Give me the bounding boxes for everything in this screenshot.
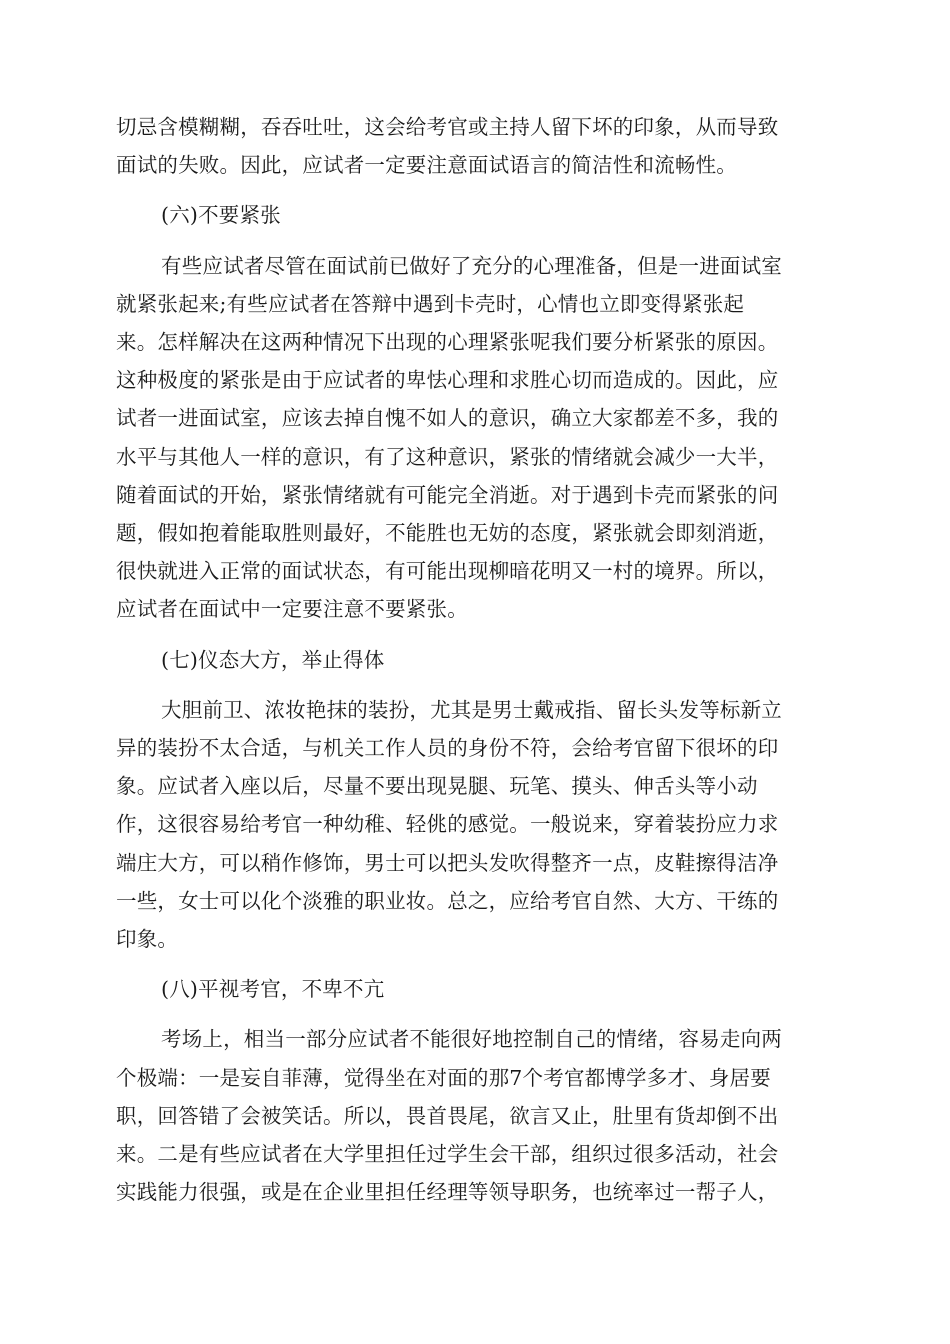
text-line: 象。应试者入座以后，尽量不要出现晃腿、玩笔、摸头、伸舌头等小动 xyxy=(116,774,758,799)
text-line: 就紧张起来;有些应试者在答辩中遇到卡壳时，心情也立即变得紧张起 xyxy=(116,291,745,316)
paragraph-dont-be-nervous xyxy=(116,247,832,629)
section-heading-8: (八)平视考官，不卑不亢 xyxy=(161,977,385,1002)
text-line: 异的装扮不太合适，与机关工作人员的身份不符，会给考官留下很坏的印 xyxy=(116,736,779,761)
text-line: 来。怎样解决在这两种情况下出现的心理紧张呢我们要分析紧张的原因。 xyxy=(116,330,779,355)
text-line: 印象。 xyxy=(116,927,179,952)
text-line: 考场上，相当一部分应试者不能很好地控制自己的情绪，容易走向两 xyxy=(161,1027,782,1052)
text-line: 题，假如抱着能取胜则最好，不能胜也无妨的态度，紧张就会即刻消逝， xyxy=(116,521,779,546)
text-line: 水平与其他人一样的意识，有了这种意识，紧张的情绪就会减少一大半， xyxy=(116,444,779,469)
text-line: 职，回答错了会被笑话。所以，畏首畏尾，欲言又止，肚里有货却倒不出 xyxy=(116,1103,779,1128)
text-line: 一些，女士可以化个淡雅的职业妆。总之，应给考官自然、大方、干练的 xyxy=(116,888,779,913)
text-line: 有些应试者尽管在面试前已做好了充分的心理准备，但是一进面试室 xyxy=(161,253,782,278)
text-line: 个极端：一是妄自菲薄，觉得坐在对面的那7个考官都博学多才、身居要 xyxy=(116,1065,771,1090)
text-line: 实践能力很强，或是在企业里担任经理等领导职务，也统率过一帮子人， xyxy=(116,1180,779,1205)
text-line: 这种极度的紧张是由于应试者的卑怯心理和求胜心切而造成的。因此，应 xyxy=(116,368,779,393)
paragraph-demeanor xyxy=(116,691,832,958)
paragraph-eye-level xyxy=(116,1020,832,1211)
text-line: 随着面试的开始，紧张情绪就有可能完全消逝。对于遇到卡壳而紧张的问 xyxy=(116,482,779,507)
text-line: 面试的失败。因此，应试者一定要注意面试语言的简洁性和流畅性。 xyxy=(116,153,737,178)
text-line: 端庄大方，可以稍作修饰，男士可以把头发吹得整齐一点，皮鞋擦得洁净 xyxy=(116,850,779,875)
section-heading-7: (七)仪态大方，举止得体 xyxy=(161,647,385,672)
section-heading-6: (六)不要紧张 xyxy=(161,203,281,228)
text-line: 作，这很容易给考官一种幼稚、轻佻的感觉。一般说来，穿着装扮应力求 xyxy=(116,812,779,837)
text-line: 切忌含模糊糊，吞吞吐吐，这会给考官或主持人留下坏的印象，从而导致 xyxy=(116,115,779,139)
text-line: 来。二是有些应试者在大学里担任过学生会干部，组织过很多活动，社会 xyxy=(116,1142,779,1167)
document-page xyxy=(116,108,832,1223)
text-line: 应试者在面试中一定要注意不要紧张。 xyxy=(116,597,468,622)
text-line: 试者一进面试室，应该去掉自愧不如人的意识，确立大家都差不多，我的 xyxy=(116,406,779,431)
text-line: 很快就进入正常的面试状态，有可能出现柳暗花明又一村的境界。所以， xyxy=(116,559,779,584)
text-line: 大胆前卫、浓妆艳抹的装扮，尤其是男士戴戒指、留长头发等标新立 xyxy=(161,697,782,722)
paragraph-language-conclusion xyxy=(116,108,832,184)
